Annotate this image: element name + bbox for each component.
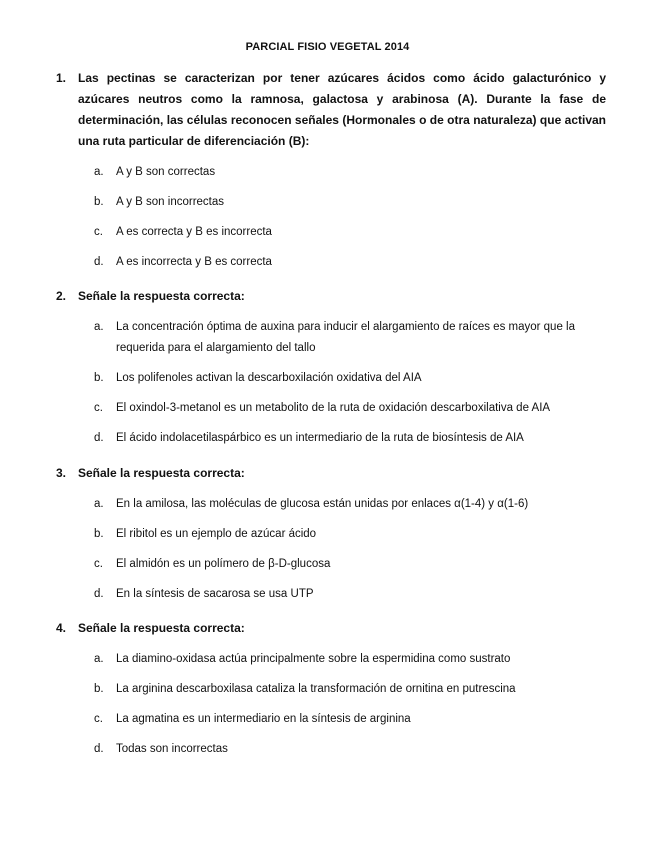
option-item <box>94 709 606 730</box>
option-item <box>94 162 606 183</box>
option-item <box>94 252 606 273</box>
option-text: A y B son correctas <box>116 166 216 178</box>
question-number: 4. <box>56 621 67 635</box>
option-text: En la amilosa, las moléculas de glucosa están unidas por enlaces α(1-4) y α(1-6) <box>116 498 529 510</box>
question-4 <box>56 618 606 769</box>
option-text: La agmatina es un intermediario en la síntesis de arginina <box>116 713 411 725</box>
option-letter: b. <box>94 372 104 384</box>
question-header <box>56 463 606 484</box>
option-item <box>94 649 606 670</box>
option-letter: b. <box>94 196 104 208</box>
question-header <box>56 618 606 639</box>
option-text: La concentración óptima de auxina para inducir el alargamiento de raíces es mayor que la requerida para el alargamiento del tallo <box>116 321 575 354</box>
option-item <box>94 494 606 515</box>
option-text: El ácido indolacetilaspárbico es un intermediario de la ruta de biosíntesis de AIA <box>116 432 524 444</box>
option-list <box>56 317 606 449</box>
option-item <box>94 317 606 359</box>
option-letter: b. <box>94 683 104 695</box>
option-letter: d. <box>94 256 104 268</box>
question-number: 3. <box>56 466 67 480</box>
question-number: 2. <box>56 289 67 303</box>
option-list <box>56 649 606 760</box>
option-letter: c. <box>94 402 103 414</box>
option-text: El ribitol es un ejemplo de azúcar ácido <box>116 528 317 540</box>
question-3 <box>56 463 606 614</box>
option-letter: a. <box>94 166 104 178</box>
question-2 <box>56 286 606 458</box>
option-letter: d. <box>94 432 104 444</box>
question-text: Las pectinas se caracterizan por tener azúcares ácidos como ácido galacturónico y azúcares neutros como la ramnosa, galactosa y arabinosa (A). Durante la fase de determinación, las células reconocen señales (Hormonales o de otra naturaleza) que activan una ruta particular de diferenciación (B): <box>78 71 606 148</box>
question-header <box>56 68 606 152</box>
option-text: El oxindol-3-metanol es un metabolito de la ruta de oxidación descarboxilativa de AIA <box>116 402 551 414</box>
option-text: En la síntesis de sacarosa se usa UTP <box>116 588 314 600</box>
option-text: A es incorrecta y B es correcta <box>116 256 272 268</box>
option-item <box>94 192 606 213</box>
option-item <box>94 584 606 605</box>
option-text: El almidón es un polímero de β-D-glucosa <box>116 558 331 570</box>
option-item <box>94 222 606 243</box>
option-letter: c. <box>94 713 103 725</box>
question-1 <box>56 68 606 282</box>
option-letter: a. <box>94 321 104 333</box>
page-title: PARCIAL FISIO VEGETAL 2014 <box>245 41 410 53</box>
option-item <box>94 554 606 575</box>
option-item <box>94 524 606 545</box>
option-letter: d. <box>94 743 104 755</box>
option-letter: a. <box>94 498 104 510</box>
option-item <box>94 428 606 449</box>
question-text: Señale la respuesta correcta: <box>78 289 245 303</box>
question-number: 1. <box>56 71 67 85</box>
option-letter: b. <box>94 528 104 540</box>
option-list <box>56 162 606 273</box>
question-text: Señale la respuesta correcta: <box>78 621 245 635</box>
option-letter: c. <box>94 558 103 570</box>
question-header <box>56 286 606 307</box>
option-letter: d. <box>94 588 104 600</box>
option-text: A y B son incorrectas <box>116 196 225 208</box>
option-item <box>94 368 606 389</box>
option-text: La arginina descarboxilasa cataliza la transformación de ornitina en putrescina <box>116 683 516 695</box>
option-item <box>94 739 606 760</box>
question-text: Señale la respuesta correcta: <box>78 466 245 480</box>
option-text: Los polifenoles activan la descarboxilación oxidativa del AIA <box>116 372 422 384</box>
option-letter: c. <box>94 226 103 238</box>
option-item <box>94 679 606 700</box>
option-letter: a. <box>94 653 104 665</box>
option-list <box>56 494 606 605</box>
option-text: Todas son incorrectas <box>116 743 228 755</box>
option-text: A es correcta y B es incorrecta <box>116 226 272 238</box>
option-text: La diamino-oxidasa actúa principalmente sobre la espermidina como sustrato <box>116 653 511 665</box>
option-item <box>94 398 606 419</box>
